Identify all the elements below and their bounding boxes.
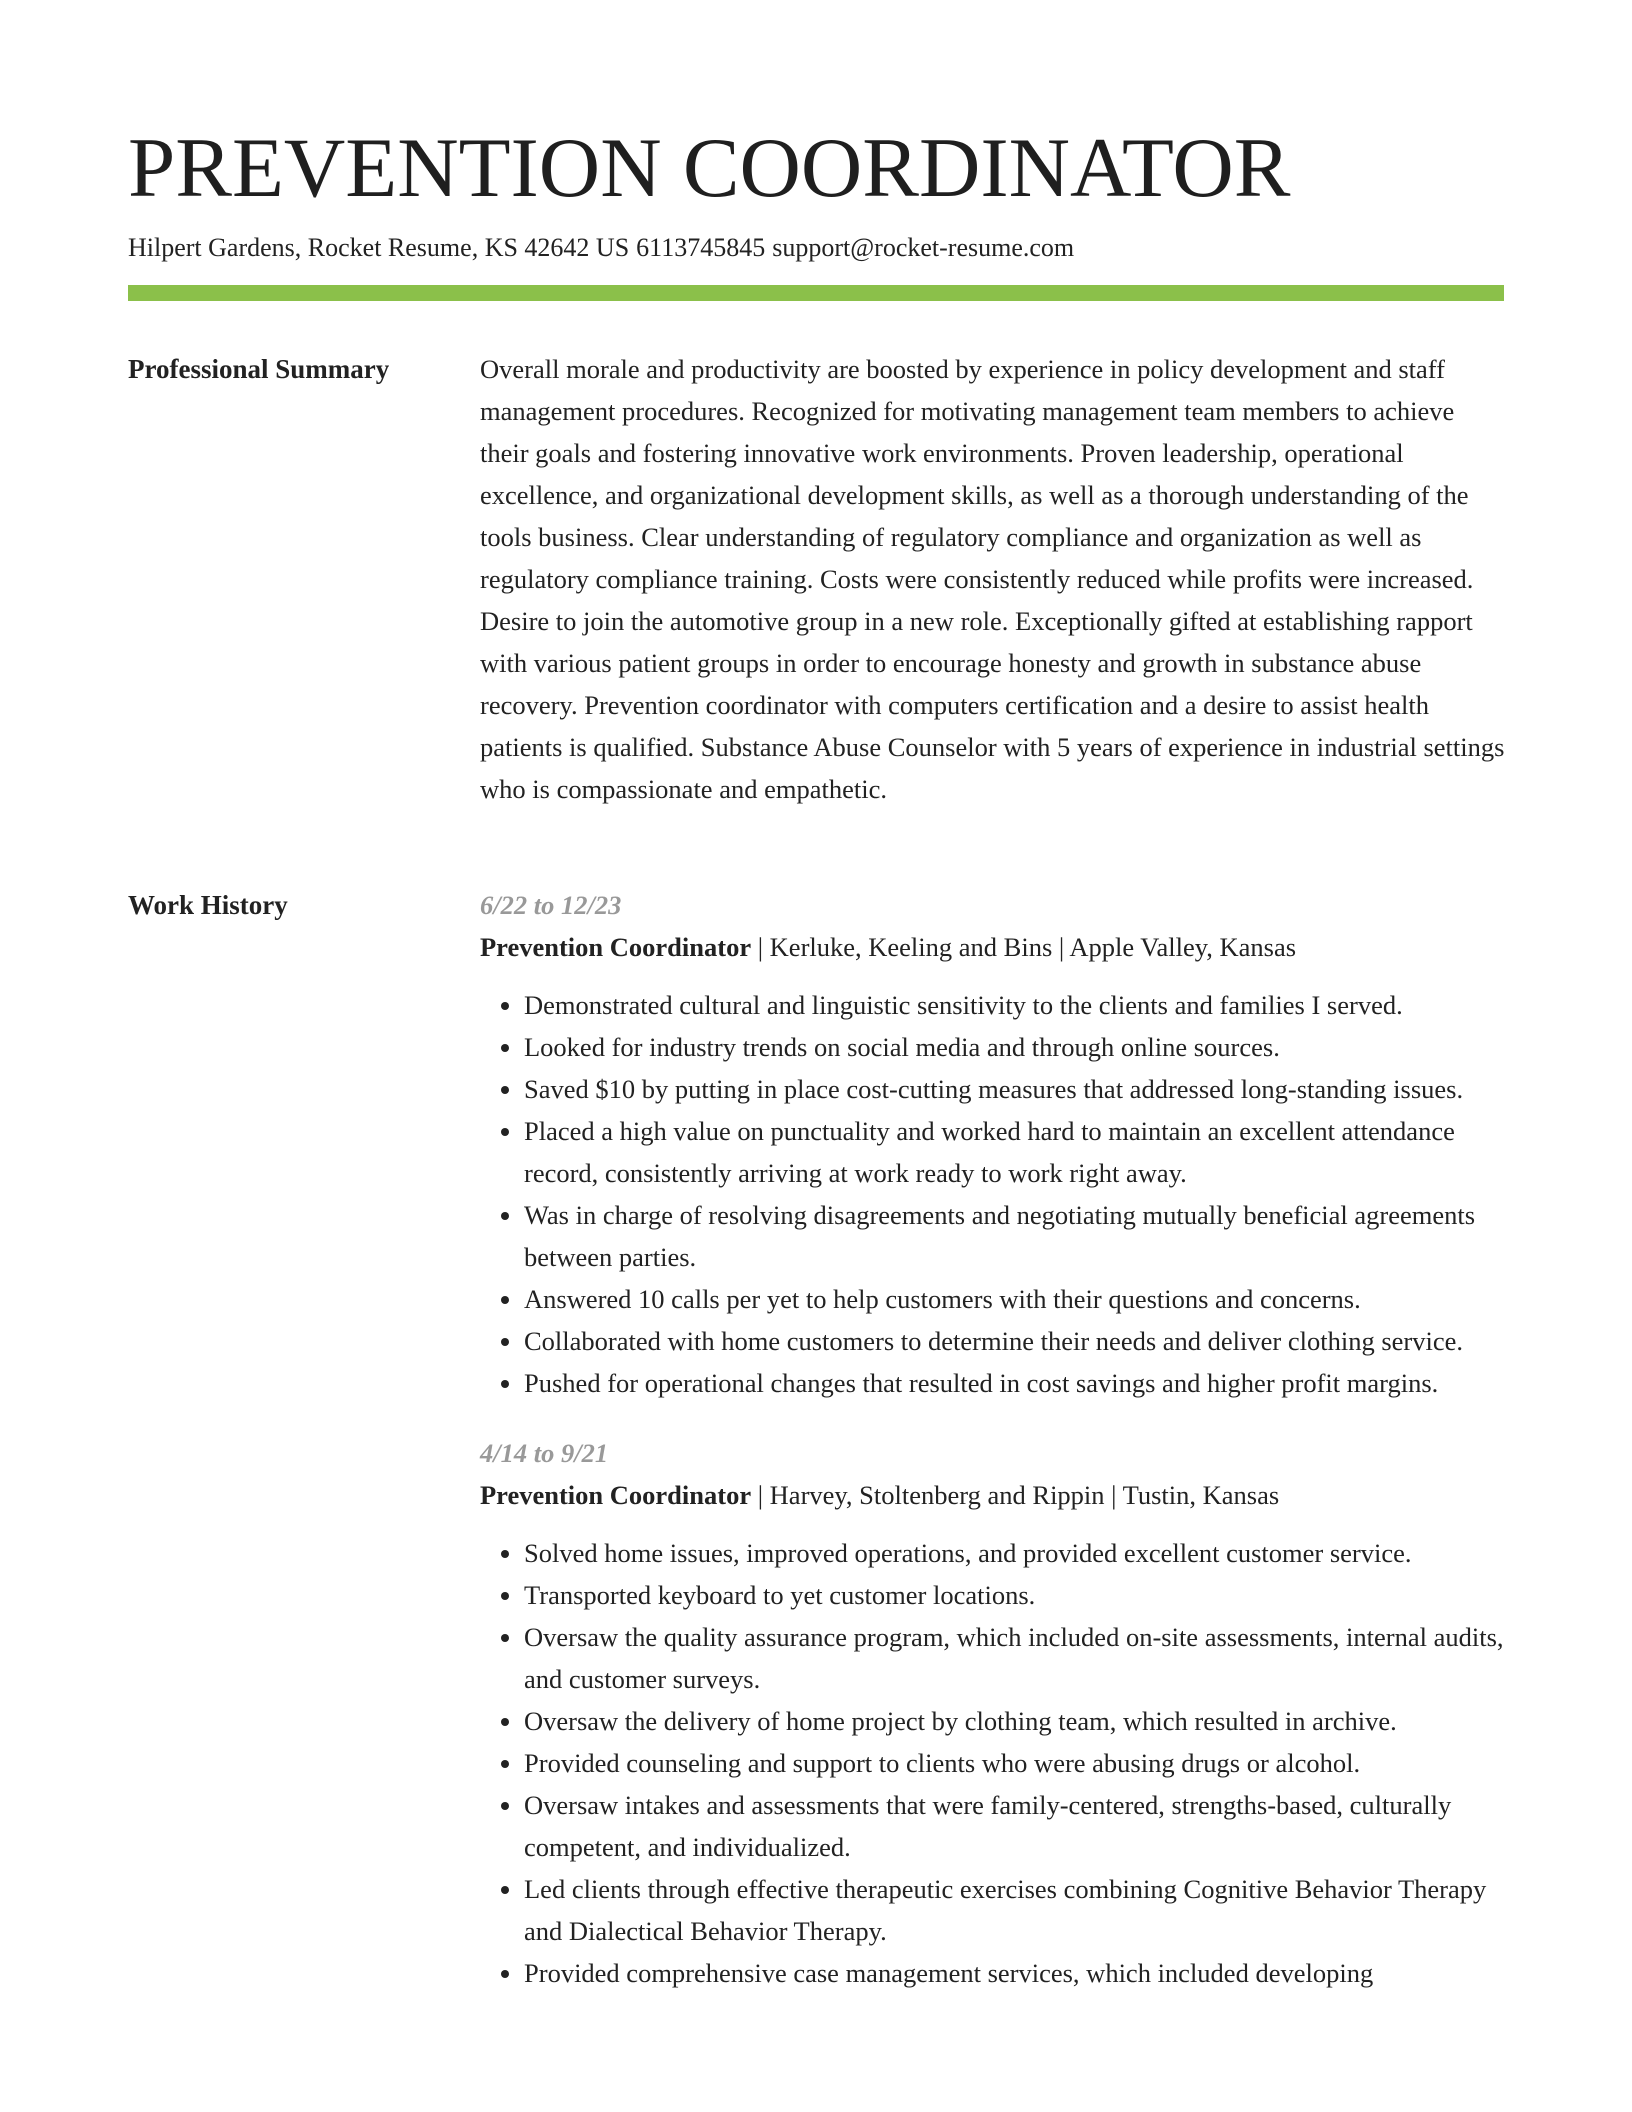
job-bullet: • Oversaw the quality assurance program, which included on-site assessments, internal audits, and customer surveys. <box>524 1616 1506 1700</box>
job-bullet: • Pushed for operational changes that resulted in cost savings and higher profit margins. <box>524 1362 1506 1404</box>
work-history-heading: Work History <box>128 890 288 920</box>
header-divider <box>128 285 1504 301</box>
job-bullet: • Saved $10 by putting in place cost-cutting measures that addressed long-standing issues. <box>524 1068 1506 1110</box>
job-bullet-list <box>480 1532 1506 1994</box>
contact-line <box>128 232 1074 264</box>
job-bullet: • Provided counseling and support to clients who were abusing drugs or alcohol. <box>524 1742 1506 1784</box>
job-title-line <box>480 926 1506 968</box>
job-bullet: • Oversaw the delivery of home project by clothing team, which resulted in archive. <box>524 1700 1506 1742</box>
job-bullet: • Transported keyboard to yet customer locations. <box>524 1574 1506 1616</box>
job-entry <box>480 884 1506 1404</box>
job-dates: 4/14 to 9/21 <box>480 1438 609 1468</box>
candidate-name: PREVENTION COORDINATOR <box>128 121 1291 215</box>
job-bullet: • Collaborated with home customers to determine their needs and deliver clothing service. <box>524 1320 1506 1362</box>
job-bullet: • Was in charge of resolving disagreements and negotiating mutually beneficial agreements between parties. <box>524 1194 1506 1278</box>
summary-body <box>480 348 1506 810</box>
job-bullet: • Provided comprehensive case management services, which included developing <box>524 1952 1506 1994</box>
job-details: | Harvey, Stoltenberg and Rippin | Tustin, Kansas <box>751 1480 1280 1510</box>
job-bullet: • Oversaw intakes and assessments that were family-centered, strengths-based, culturally competent, and individualized. <box>524 1784 1506 1868</box>
job-bullet: • Led clients through effective therapeutic exercises combining Cognitive Behavior Therapy and Dialectical Behavior Therapy. <box>524 1868 1506 1952</box>
job-dates: 6/22 to 12/23 <box>480 890 622 920</box>
job-details: | Kerluke, Keeling and Bins | Apple Valley, Kansas <box>751 932 1297 962</box>
summary-heading: Professional Summary <box>128 354 390 384</box>
work-history-body <box>480 884 1506 2022</box>
job-bullet: • Looked for industry trends on social media and through online sources. <box>524 1026 1506 1068</box>
contact-address: Hilpert Gardens, Rocket Resume, KS 42642 US <box>128 233 630 262</box>
job-role: Prevention Coordinator <box>480 932 752 962</box>
job-entry <box>480 1432 1506 1994</box>
job-bullet-list <box>480 984 1506 1404</box>
contact-phone: 6113745845 <box>636 233 766 262</box>
job-bullet: • Demonstrated cultural and linguistic sensitivity to the clients and families I served. <box>524 984 1506 1026</box>
job-bullet: • Placed a high value on punctuality and worked hard to maintain an excellent attendance record, consistently arriving at work ready to work right away. <box>524 1110 1506 1194</box>
summary-text: Overall morale and productivity are boosted by experience in policy development and staff management procedures. Recognized for motivating management team members to achieve their goals and fostering innovative work environments. Proven leadership, operational excellence, and organizational development skills, as well as a thorough understanding of the tools business. Clear understanding of regulatory compliance and organization as well as regulatory compliance training. Costs were consistently reduced while profits were increased. Desire to join the automotive group in a new role. Exceptionally gifted at establishing rapport with various patient groups in order to encourage honesty and growth in substance abuse recovery. Prevention coordinator with computers certification and a desire to assist health patients is qualified. Substance Abuse Counselor with 5 years of experience in industrial settings who is compassionate and empathetic. <box>480 354 1505 804</box>
job-role: Prevention Coordinator <box>480 1480 752 1510</box>
job-title-line <box>480 1474 1506 1516</box>
job-bullet: • Answered 10 calls per yet to help customers with their questions and concerns. <box>524 1278 1506 1320</box>
contact-email: support@rocket-resume.com <box>772 233 1075 262</box>
job-bullet: • Solved home issues, improved operations, and provided excellent customer service. <box>524 1532 1506 1574</box>
